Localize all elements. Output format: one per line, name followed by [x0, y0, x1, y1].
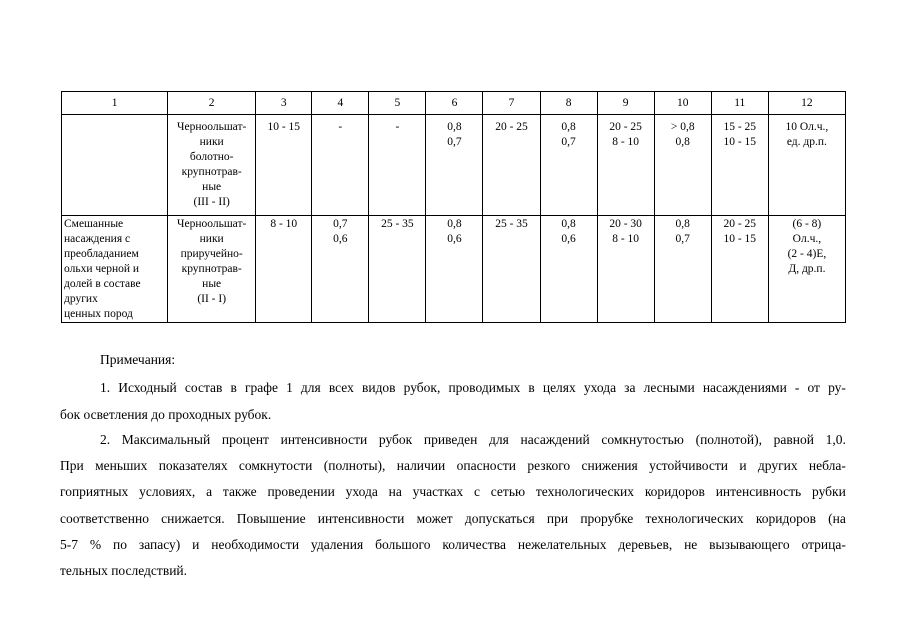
- word: устойчивости: [649, 458, 728, 473]
- cell-line: 0,8: [561, 121, 576, 133]
- cell-line: приручейно-: [180, 248, 243, 260]
- word: ухода: [345, 484, 378, 499]
- word: 5-7: [60, 537, 78, 552]
- word: рубок: [378, 432, 413, 447]
- word: 1,0.: [825, 432, 846, 447]
- word: графе: [244, 380, 278, 395]
- cell-line: 25 - 35: [495, 218, 528, 230]
- note-2-line-2: [60, 458, 846, 474]
- cell-line: 10 - 15: [723, 136, 757, 148]
- cell-line: 0,7: [333, 218, 348, 230]
- cell-line: преобладанием: [64, 248, 139, 260]
- word: по: [113, 537, 127, 552]
- word: участках: [412, 484, 464, 499]
- word: Максимальный: [121, 432, 211, 447]
- word: снижается.: [161, 511, 225, 526]
- column-header-2: 2: [168, 92, 256, 115]
- cell-line: 0,8: [447, 218, 462, 230]
- word: ухода: [583, 380, 617, 395]
- word: в: [230, 380, 237, 395]
- word: интенсивности: [280, 432, 368, 447]
- table-header-row: [62, 92, 846, 115]
- word: для: [488, 432, 509, 447]
- word: необходимости: [211, 537, 300, 552]
- notes-title: Примечания:: [100, 352, 176, 367]
- note-2-line-3: [60, 484, 846, 500]
- word: также: [222, 484, 257, 499]
- cell-line: Смешанные: [64, 218, 124, 230]
- cell-line: 0,6: [561, 233, 576, 245]
- word: деревьев,: [618, 537, 673, 552]
- cell-line: 20 - 25: [609, 121, 642, 133]
- word: допускаться: [464, 511, 535, 526]
- cell-line: (6 - 8): [792, 218, 822, 230]
- cell-line: ольхи черной и: [64, 263, 140, 275]
- cell-line: 15 - 25: [723, 121, 757, 133]
- word: интенсивности: [317, 511, 405, 526]
- note-2-line-6: тельных последствий.: [60, 563, 188, 578]
- note-2-line-4: [60, 511, 846, 527]
- word: небла-: [808, 458, 846, 473]
- cell-line: 0,8: [447, 121, 462, 133]
- word: не: [684, 537, 698, 552]
- table-cell: [768, 216, 845, 323]
- word: удаления: [310, 537, 364, 552]
- column-header-10: 10: [654, 92, 711, 115]
- word: -: [794, 380, 800, 395]
- cell-line: Черноольшат-: [177, 121, 247, 133]
- word: рубок,: [403, 380, 441, 395]
- word: сомкнутости: [238, 458, 313, 473]
- word: коридоров: [755, 511, 816, 526]
- column-header-9: 9: [597, 92, 654, 115]
- cell-line: 0,7: [675, 233, 690, 245]
- word: видов: [361, 380, 396, 395]
- table-cell: [369, 216, 426, 323]
- word: проведении: [267, 484, 335, 499]
- word: (на: [828, 511, 846, 526]
- cell-line: ед. др.п.: [786, 136, 827, 148]
- table-row: [62, 115, 846, 216]
- cell-line: насаждения с: [64, 233, 131, 245]
- word: снижения: [581, 458, 638, 473]
- cell-line: крупнотрав-: [181, 166, 242, 178]
- word: равной: [773, 432, 814, 447]
- word: нежелательных: [517, 537, 607, 552]
- word: рубки: [812, 484, 846, 499]
- word: коридоров: [644, 484, 705, 499]
- word: и: [739, 458, 747, 473]
- word: 1.: [100, 380, 111, 395]
- column-header-1: 1: [62, 92, 168, 115]
- word: 2.: [100, 432, 111, 447]
- cell-line: Д, др.п.: [788, 263, 826, 275]
- table-cell: [597, 216, 654, 323]
- cell-line: ники: [199, 136, 224, 148]
- word: состав: [184, 380, 223, 395]
- column-header-3: 3: [256, 92, 312, 115]
- table-cell: [654, 115, 711, 216]
- table-cell: [256, 216, 312, 323]
- word: сомкнутостью: [601, 432, 684, 447]
- word: процент: [221, 432, 269, 447]
- forest-thinning-table: [61, 91, 846, 323]
- table-cell: [62, 216, 168, 323]
- table-cell: [654, 216, 711, 323]
- column-header-8: 8: [540, 92, 597, 115]
- cell-line: Ол.ч.,: [792, 233, 822, 245]
- word: может: [416, 511, 453, 526]
- word: вызывающего: [709, 537, 790, 552]
- table-cell: [768, 115, 845, 216]
- table-cell: [312, 115, 369, 216]
- table-cell: [426, 115, 483, 216]
- word: большого: [375, 537, 431, 552]
- cell-line: 0,7: [447, 136, 462, 148]
- word: с: [473, 484, 480, 499]
- word: условиях,: [139, 484, 196, 499]
- word: и: [192, 537, 200, 552]
- word: от: [807, 380, 820, 395]
- word: (полнотой),: [695, 432, 762, 447]
- cell-line: -: [338, 121, 343, 133]
- cell-line: > 0,8: [670, 121, 695, 133]
- table-cell: [62, 115, 168, 216]
- word: всех: [328, 380, 354, 395]
- cell-line: 0,6: [447, 233, 462, 245]
- word: гоприятных: [60, 484, 129, 499]
- cell-line: 10 - 15: [267, 121, 301, 133]
- column-header-5: 5: [369, 92, 426, 115]
- table-cell: [540, 115, 597, 216]
- word: отрица-: [801, 537, 846, 552]
- word: Исходный: [118, 380, 177, 395]
- cell-line: 0,8: [675, 136, 690, 148]
- cell-line: 0,6: [333, 233, 348, 245]
- cell-line: 20 - 25: [495, 121, 528, 133]
- cell-line: других: [64, 293, 98, 305]
- table-row: [62, 216, 846, 323]
- cell-line: ценных пород: [64, 308, 133, 320]
- cell-line: (III - II): [193, 196, 230, 208]
- note-1-line-1: [100, 380, 846, 396]
- word: %: [89, 537, 102, 552]
- table-cell: [168, 216, 256, 323]
- word: опасности: [456, 458, 516, 473]
- cell-line: 10 Ол.ч.,: [785, 121, 829, 133]
- cell-line: болотно-: [189, 151, 234, 163]
- word: наличии: [396, 458, 446, 473]
- cell-line: крупнотрав-: [181, 263, 242, 275]
- cell-line: (2 - 4)Е,: [787, 248, 827, 260]
- cell-line: Черноольшат-: [177, 218, 247, 230]
- word: ру-: [828, 380, 846, 395]
- table-cell: [711, 216, 768, 323]
- cell-line: 20 - 25: [723, 218, 757, 230]
- cell-line: 8 - 10: [612, 136, 640, 148]
- note-2-line-5: [60, 537, 846, 553]
- word: резкого: [527, 458, 571, 473]
- column-header-12: 12: [768, 92, 845, 115]
- word: проводимых: [448, 380, 521, 395]
- table-cell: [483, 216, 540, 323]
- word: технологических: [535, 484, 635, 499]
- word: сетью: [490, 484, 526, 499]
- cell-line: долей в составе: [64, 278, 141, 290]
- word: соответственно: [60, 511, 149, 526]
- cell-line: 10 - 15: [723, 233, 757, 245]
- word: количества: [442, 537, 506, 552]
- column-header-6: 6: [426, 92, 483, 115]
- word: Повышение: [236, 511, 306, 526]
- word: за: [624, 380, 636, 395]
- word: других: [757, 458, 798, 473]
- word: для: [300, 380, 321, 395]
- cell-line: 0,8: [675, 218, 690, 230]
- note-2-line-1: [100, 432, 846, 448]
- cell-line: 0,8: [561, 218, 576, 230]
- word: на: [388, 484, 402, 499]
- column-header-11: 11: [711, 92, 768, 115]
- word: запасу): [138, 537, 181, 552]
- table-cell: [426, 216, 483, 323]
- table-cell: [597, 115, 654, 216]
- cell-line: 20 - 30: [609, 218, 642, 230]
- word: технологических: [645, 511, 744, 526]
- word: целях: [542, 380, 576, 395]
- word: При: [60, 458, 84, 473]
- word: показателях: [158, 458, 228, 473]
- cell-line: ники: [199, 233, 224, 245]
- table-cell: [168, 115, 256, 216]
- table-cell: [483, 115, 540, 216]
- cell-line: 25 - 35: [381, 218, 414, 230]
- cell-line: 8 - 10: [270, 218, 298, 230]
- table-cell: [711, 115, 768, 216]
- word: прорубке: [580, 511, 634, 526]
- table-cell: [256, 115, 312, 216]
- word: в: [528, 380, 535, 395]
- table-cell: [540, 216, 597, 323]
- note-1-line-2: бок осветления до проходных рубок.: [60, 407, 272, 422]
- word: насаждениями: [702, 380, 787, 395]
- word: интенсивность: [715, 484, 802, 499]
- column-header-7: 7: [483, 92, 540, 115]
- column-header-4: 4: [312, 92, 369, 115]
- cell-line: 0,7: [561, 136, 576, 148]
- word: приведен: [423, 432, 478, 447]
- table-cell: [369, 115, 426, 216]
- word: при: [546, 511, 569, 526]
- word: меньших: [95, 458, 148, 473]
- word: насаждений: [520, 432, 590, 447]
- cell-line: (II - I): [197, 293, 227, 305]
- cell-line: 8 - 10: [612, 233, 640, 245]
- word: 1: [286, 380, 293, 395]
- word: а: [206, 484, 213, 499]
- cell-line: ные: [202, 181, 222, 193]
- cell-line: -: [395, 121, 400, 133]
- word: (полноты),: [323, 458, 386, 473]
- word: лесными: [643, 380, 695, 395]
- table-cell: [312, 216, 369, 323]
- cell-line: ные: [202, 278, 222, 290]
